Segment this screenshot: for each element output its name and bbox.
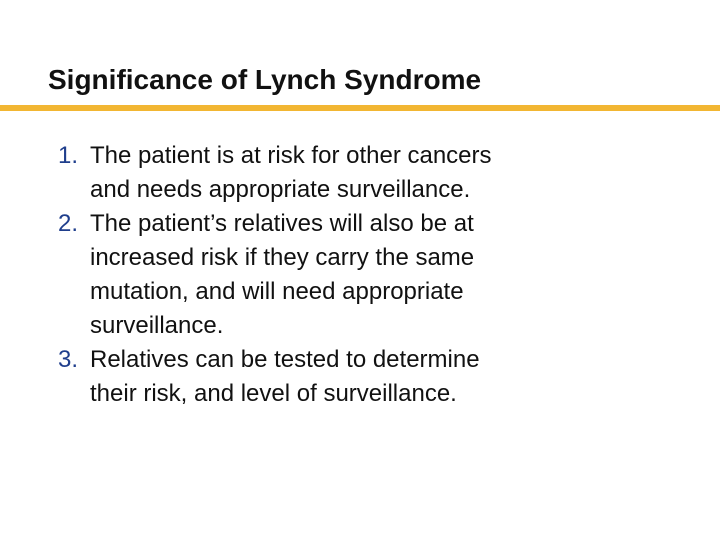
slide-title: Significance of Lynch Syndrome	[48, 64, 482, 95]
list-text-line: and needs appropriate surveillance.	[90, 176, 471, 203]
list-text-line: Relatives can be tested to determine	[90, 346, 480, 373]
list-number: 1.	[58, 142, 79, 169]
list-text-line: The patient is at risk for other cancers	[90, 142, 492, 169]
list-number: 3.	[58, 346, 79, 373]
list-text-line: The patient’s relatives will also be at	[90, 210, 474, 237]
list-number: 2.	[58, 210, 79, 237]
numbered-list	[58, 139, 688, 411]
list-text-line: their risk, and level of surveillance.	[90, 380, 457, 407]
list-text-line: surveillance.	[90, 312, 224, 339]
list-item	[58, 207, 688, 343]
title-underline	[0, 105, 720, 111]
list-text-line: mutation, and will need appropriate	[90, 278, 464, 305]
list-item	[58, 139, 688, 207]
list-text	[90, 343, 688, 411]
list-text	[90, 207, 688, 343]
list-text-line: increased risk if they carry the same	[90, 244, 475, 271]
list-item	[58, 343, 688, 411]
list-text	[90, 139, 688, 207]
